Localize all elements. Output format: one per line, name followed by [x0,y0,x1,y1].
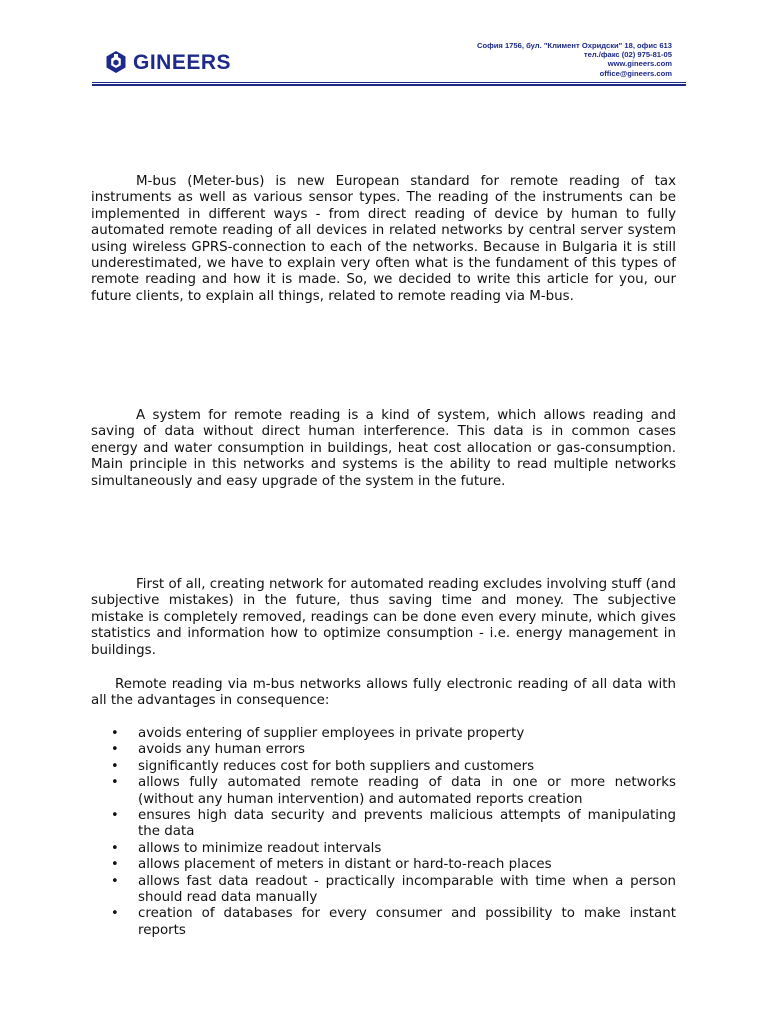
intro-paragraph [91,174,676,305]
gineers-logo-icon [104,50,128,74]
website-link[interactable]: www.gineers.com [607,59,672,69]
bullet-icon: • [111,758,119,774]
list-item [91,874,676,907]
list-item [91,808,676,841]
bullet-icon: • [111,857,119,873]
email-link[interactable]: office@gineers.com [599,68,672,78]
list-item-text: ensures high data security and prevents malicious attempts of manipulating the data [138,808,676,840]
address-line: София 1756, бул. "Климент Охридски" 18, офис 613 [476,41,672,50]
list-item-text: allows fast data readout - practically incomparable with time when a person should read data manually [138,873,676,906]
list-item-text: allows fully automated remote reading of data in one or more networks (without any human intervention) and automated reports creation [138,775,676,807]
paragraph-text: A system for remote reading is a kind of system, which allows reading and saving of data without direct human interference. This data is in common cases energy and water consumption in buildings, heat cost allocation or gas-consumption. Main principle in this networks and systems is the ability to read multiple networks simultaneously and easy upgrade of the system in the future. [91,408,676,489]
list-item-text: creation of databases for every consumer and possibility to make instant reports [138,906,676,938]
company-logo [104,50,231,74]
benefits-paragraph [91,577,676,659]
bullet-icon: • [111,808,119,824]
list-item-text: allows to minimize readout intervals [138,840,382,856]
list-item-text: avoids entering of supplier employees in private property [138,726,525,741]
letterhead [92,38,686,86]
list-item [91,906,676,939]
header-rule-thin [92,82,686,83]
paragraph-text: Remote reading via m-bus networks allows fully electronic reading of all data with all the advantages in consequence: [91,677,676,709]
list-item-text: allows placement of meters in distant or hard-to-reach places [138,857,552,873]
list-item [91,742,676,758]
contact-block [372,41,672,78]
bullet-icon: • [111,775,119,791]
advantages-list [91,726,676,939]
bullet-icon: • [111,726,119,741]
list-item [91,841,676,857]
list-item [91,759,676,775]
bullet-icon: • [111,873,119,889]
bullet-icon: • [111,840,119,856]
list-item-text: significantly reduces cost for both suppliers and customers [138,758,535,774]
paragraph-text: M-bus (Meter-bus) is new European standard for remote reading of tax instruments as well as various sensor types. The reading of the instruments can be implemented in different ways - from direct reading of device by human to fully automated remote reading of all devices in related networks by central server system using wireless GPRS-connection to each of the networks. Because in Bulgaria it is still underestimated, we have to explain very often what is the fundament of this types of remote reading and how it is made. So, we decided to write this article for you, our future clients, to explain all things, related to remote reading via M-bus. [91,174,676,304]
list-item [91,726,676,742]
list-item [91,857,676,873]
logo-wordmark: GINEERS [133,50,232,74]
bullet-icon: • [111,742,119,758]
phone-line: тел./факс (02) 975-81-05 [583,50,672,60]
paragraph-text: First of all, creating network for automated reading excludes involving stuff (and subjective mistakes) in the future, thus saving time and money. The subjective mistake is completely removed, readings can be done even every minute, which gives statistics and information how to optimize consumption - i.e. energy management in buildings. [91,577,676,658]
advantages-list-container [91,726,676,939]
header-rule-thick [92,84,686,86]
list-item [91,775,676,808]
bullet-icon: • [111,906,119,922]
advantages-intro-paragraph [91,677,676,710]
system-definition-paragraph [91,408,676,490]
list-item-text: avoids any human errors [138,742,306,758]
